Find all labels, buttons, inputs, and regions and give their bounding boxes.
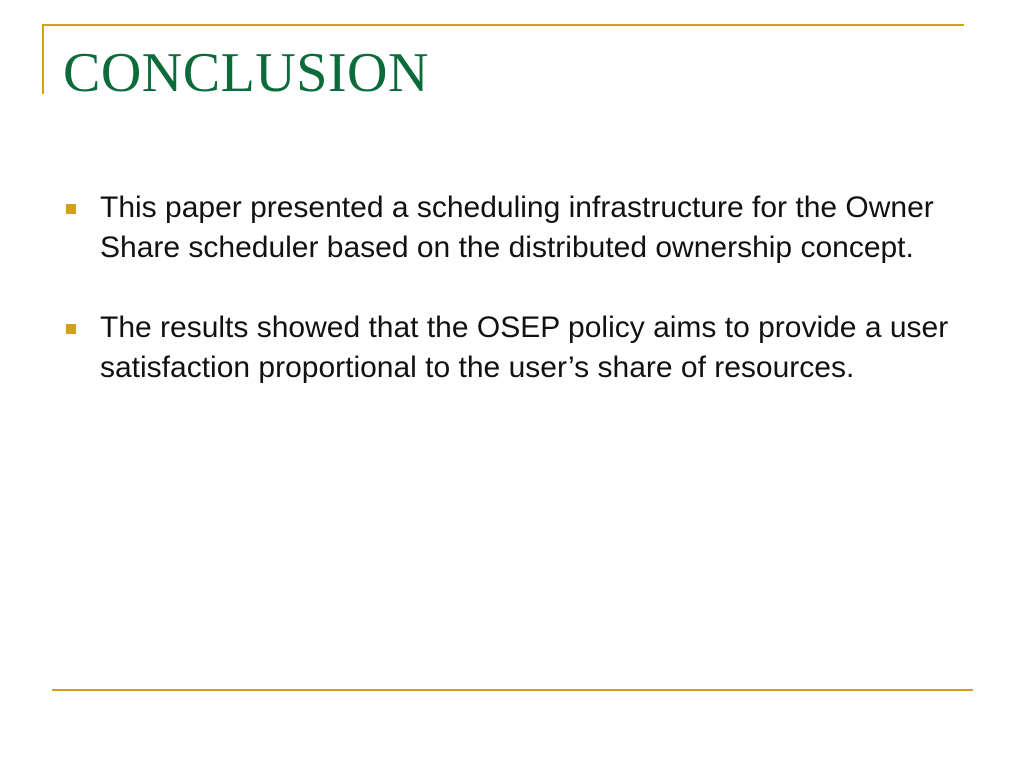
square-bullet-icon: [66, 204, 76, 214]
square-bullet-icon: [66, 324, 76, 334]
slide-title: CONCLUSION: [63, 42, 429, 104]
bullet-item: [66, 308, 966, 388]
bullet-text: This paper presented a scheduling infrastructure for the Owner Share scheduler based on the distributed ownership concept.: [100, 191, 934, 264]
title-frame-vertical-line: [42, 24, 44, 94]
bullet-item: [66, 188, 966, 268]
title-frame-top-line: [42, 24, 964, 26]
bullet-list: [66, 188, 966, 428]
bullet-text: The results showed that the OSEP policy aims to provide a user satisfaction proportional to the user’s share of resources.: [100, 311, 949, 384]
footer-divider-line: [52, 689, 973, 691]
